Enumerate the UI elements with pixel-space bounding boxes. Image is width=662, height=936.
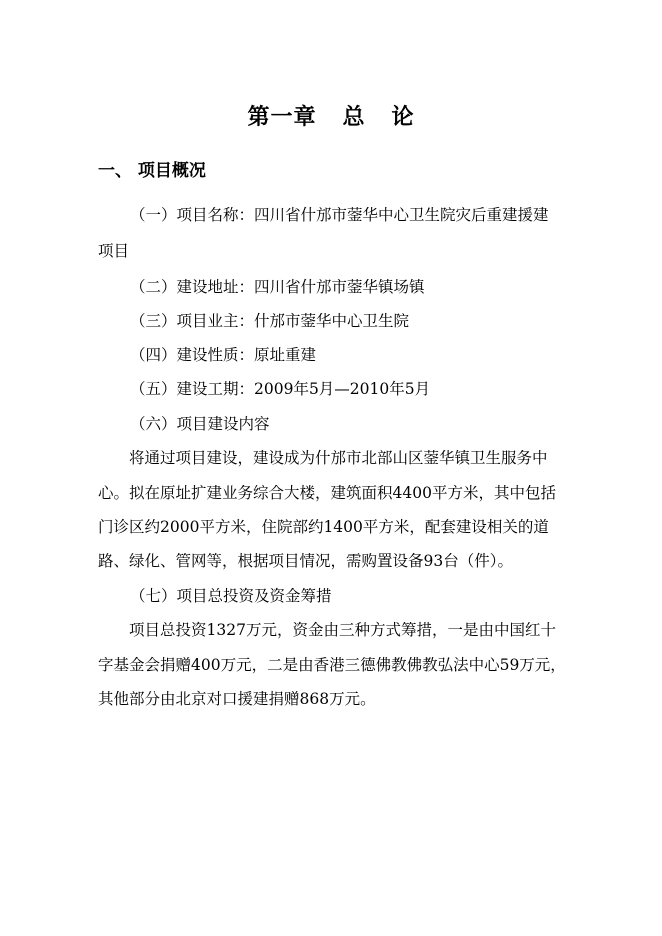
item-investment-funding: （七）项目总投资及资金筹措 (130, 587, 332, 605)
section-heading-project-overview: 一、 项目概况 (98, 161, 206, 181)
investment-paragraph-line-2: 字基金会捐赠400万元，二是由香港三德佛教佛教弘法中心59万元， (98, 656, 566, 674)
investment-paragraph-line-3: 其他部分由北京对口援建捐赠868万元。 (98, 690, 376, 708)
item-project-owner: （三）项目业主：什邡市蓥华中心卫生院 (130, 312, 410, 330)
chapter-number: 第一章 (247, 104, 317, 130)
chapter-word-2: 论 (391, 104, 415, 130)
item-construction-nature: （四）建设性质：原址重建 (130, 346, 317, 364)
item-construction-period: （五）建设工期：2009年5月—2010年5月 (130, 380, 431, 398)
chapter-title (0, 100, 662, 131)
content-paragraph-line-3: 门诊区约2000平方米，住院部约1400平方米，配套建设相关的道 (98, 518, 549, 536)
content-paragraph-line-1: 将通过项目建设，建设成为什邡市北部山区蓥华镇卫生服务中 (129, 449, 548, 467)
item-project-name-continued: 项目 (98, 242, 130, 260)
item-construction-content: （六）项目建设内容 (130, 415, 270, 433)
investment-paragraph-line-1: 项目总投资1327万元，资金由三种方式筹措，一是由中国红十 (129, 621, 556, 639)
item-construction-address: （二）建设地址：四川省什邡市蓥华镇场镇 (130, 278, 425, 296)
chapter-word-1: 总 (342, 104, 366, 130)
content-paragraph-line-2: 心。拟在原址扩建业务综合大楼，建筑面积4400平方米，其中包括 (98, 484, 556, 502)
item-project-name: （一）项目名称：四川省什邡市蓥华中心卫生院灾后重建援建 (130, 206, 549, 224)
content-paragraph-line-4: 路、绿化、管网等，根据项目情况，需购置设备93台（件）。 (98, 552, 513, 570)
